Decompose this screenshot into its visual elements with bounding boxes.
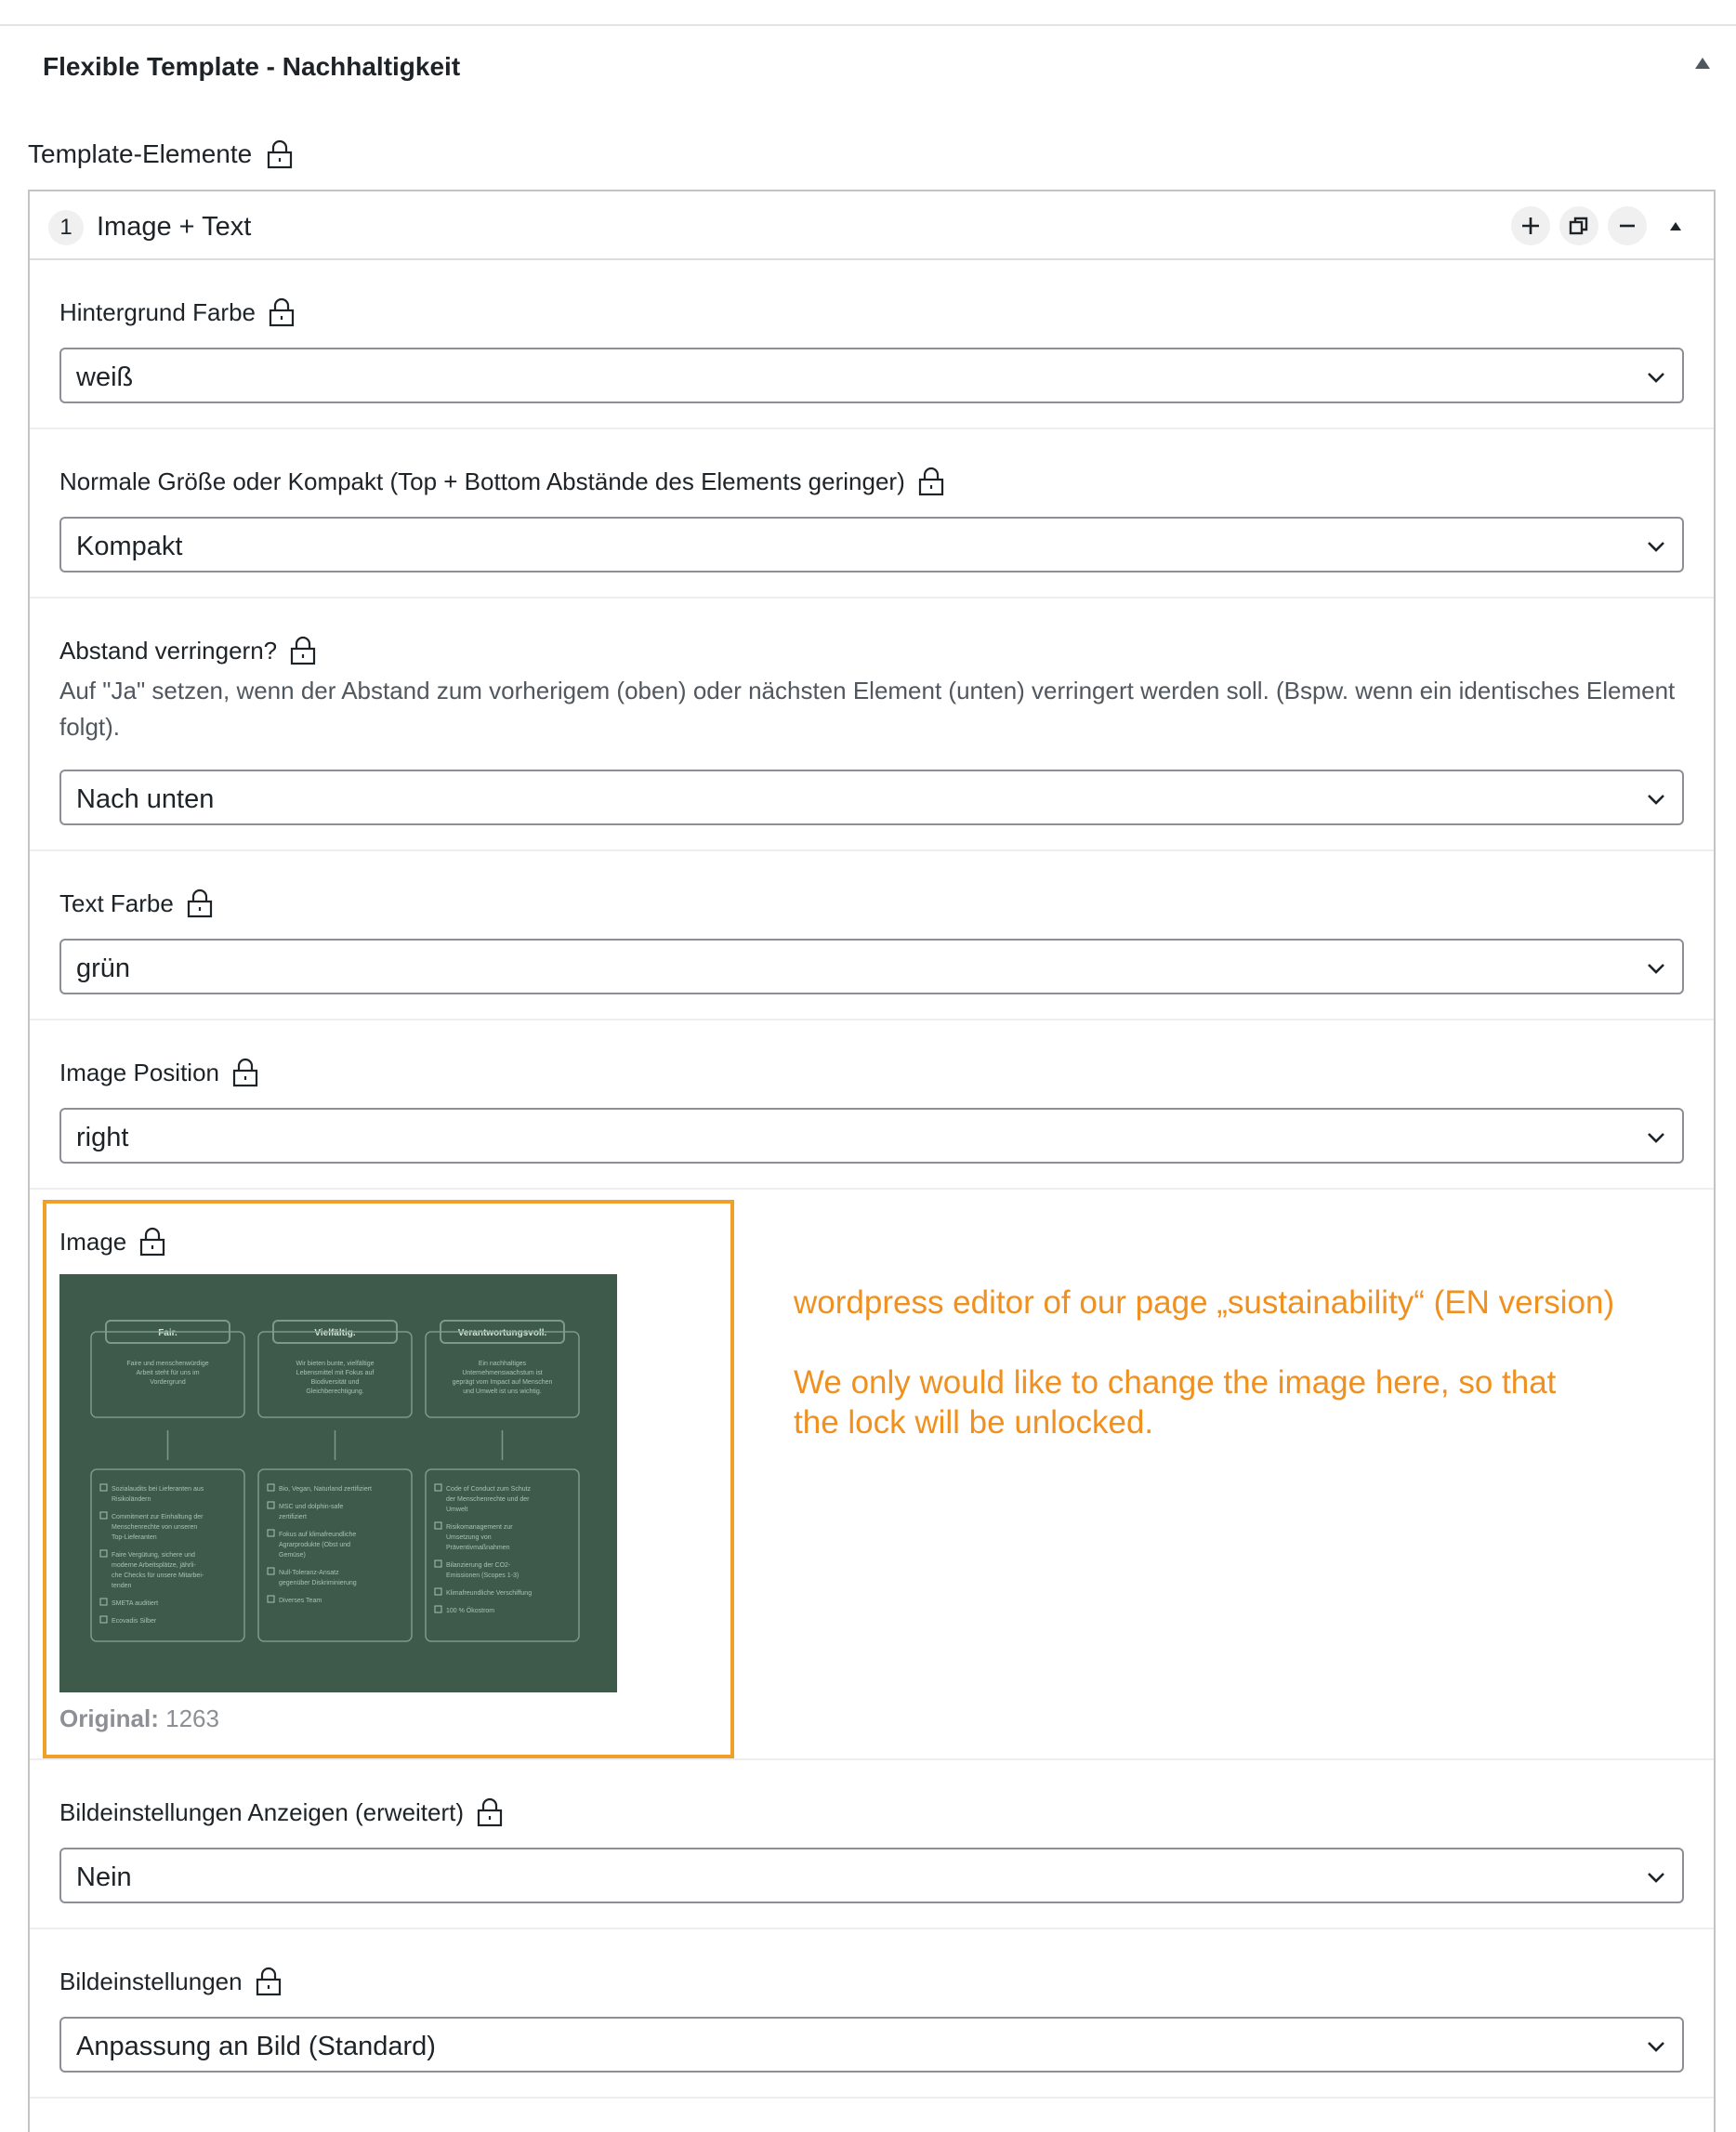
annotation-line-2: We only would like to change the image here, so that xyxy=(794,1364,1557,1401)
row-header[interactable] xyxy=(30,191,1714,260)
item-line: moderne Arbeitsplätze, jährli- xyxy=(112,1562,196,1569)
duplicate-row-button[interactable] xyxy=(1559,206,1598,245)
column-intro-line: und Umwelt ist uns wichtig. xyxy=(463,1388,542,1395)
item-line: SMETA auditiert xyxy=(112,1600,159,1607)
column-intro-line: Arbeit steht für uns im xyxy=(136,1370,200,1376)
annotation-line-3: the lock will be unlocked. xyxy=(794,1404,1154,1441)
checkbox-mark xyxy=(435,1522,441,1529)
original-value: 1263 xyxy=(165,1704,219,1732)
item-line: Umsetzung von xyxy=(446,1534,492,1541)
select-value: Anpassung an Bild (Standard) xyxy=(76,2032,436,2061)
lock-icon[interactable] xyxy=(256,1967,282,1996)
image-position-select[interactable] xyxy=(59,1108,1684,1164)
field-label-text: Bildeinstellungen xyxy=(59,1967,243,1995)
field-label xyxy=(59,1797,503,1827)
annotation-line-1: wordpress editor of our page „sustainability“ (EN version) xyxy=(794,1284,1615,1321)
caret-up-icon xyxy=(1670,222,1681,230)
template-elements-label xyxy=(28,139,293,169)
bildeinstellungen-anzeigen-select[interactable] xyxy=(59,1848,1684,1903)
field-abstand-verringern xyxy=(30,599,1714,851)
checkbox-mark xyxy=(268,1484,274,1491)
item-line: der Menschenrechte und der xyxy=(446,1496,530,1503)
select-value: weiß xyxy=(76,362,134,392)
column-title: Fair. xyxy=(158,1328,178,1338)
item-line: Ecovadis Silber xyxy=(112,1618,157,1625)
item-line: Umwelt xyxy=(446,1507,468,1513)
chevron-down-icon xyxy=(1645,1126,1667,1149)
item-line: zertifiziert xyxy=(279,1514,307,1520)
field-label-text: Text Farbe xyxy=(59,888,174,917)
field-bildeinstellungen xyxy=(30,1929,1714,2099)
select-value: right xyxy=(76,1123,129,1152)
field-normale-groesse xyxy=(30,429,1714,599)
panel-collapse-toggle[interactable] xyxy=(1695,58,1710,69)
chevron-down-icon xyxy=(1645,535,1667,558)
checkbox-mark xyxy=(268,1596,274,1602)
collapse-row-button[interactable] xyxy=(1656,206,1695,245)
template-elements-label-text: Template-Elemente xyxy=(28,139,253,168)
image-thumbnail[interactable] xyxy=(59,1274,617,1692)
lock-icon[interactable] xyxy=(477,1797,503,1827)
abstand-select[interactable] xyxy=(59,770,1684,825)
field-label-text: Abstand verringern? xyxy=(59,636,278,665)
row-number-badge: 1 xyxy=(48,210,84,245)
chevron-down-icon xyxy=(1645,366,1667,388)
column-title: Verantwortungsvoll. xyxy=(457,1328,547,1338)
checkbox-mark xyxy=(100,1484,107,1491)
select-value: Nach unten xyxy=(76,784,215,814)
field-bildeinstellungen-anzeigen xyxy=(30,1760,1714,1929)
field-label xyxy=(59,1967,282,1996)
lock-icon[interactable] xyxy=(232,1058,258,1087)
field-label xyxy=(59,297,295,327)
lock-icon[interactable] xyxy=(269,297,295,327)
checkbox-mark xyxy=(100,1512,107,1519)
item-line: Klimafreundliche Verschiffung xyxy=(446,1590,533,1597)
item-line: 100 % Ökostrom xyxy=(446,1608,495,1614)
item-line: Top-Lieferanten xyxy=(112,1534,157,1541)
column-intro-line: Gleichberechtigung. xyxy=(306,1388,364,1395)
checkbox-mark xyxy=(268,1502,274,1508)
field-text-farbe xyxy=(30,851,1714,1020)
bildeinstellungen-select[interactable] xyxy=(59,2017,1684,2073)
item-line: Bilanzierung der CO2- xyxy=(446,1562,511,1569)
column-intro-line: Biodiversität und xyxy=(310,1379,360,1386)
checkbox-mark xyxy=(435,1606,441,1612)
chevron-down-icon xyxy=(1645,788,1667,810)
chevron-down-icon xyxy=(1645,2035,1667,2058)
select-value: grün xyxy=(76,954,131,983)
select-value: Nein xyxy=(76,1862,132,1892)
column-intro-line: Ein nachhaltiges xyxy=(478,1361,527,1367)
item-line: Fokus auf klimafreundliche xyxy=(279,1532,357,1538)
add-row-button[interactable] xyxy=(1511,206,1550,245)
checkbox-mark xyxy=(268,1530,274,1536)
column-intro-line: geprägt vom Impact auf Menschen xyxy=(452,1379,553,1386)
field-hintergrund-farbe xyxy=(30,260,1714,429)
original-size-label xyxy=(59,1704,219,1733)
item-line: Emissionen (Scopes 1-3) xyxy=(446,1573,519,1579)
original-label: Original: xyxy=(59,1704,159,1732)
item-line: Code of Conduct zum Schutz xyxy=(446,1486,532,1493)
lock-icon[interactable] xyxy=(918,467,944,496)
item-line: gegenüber Diskriminierung xyxy=(279,1580,357,1586)
chevron-down-icon xyxy=(1645,1866,1667,1889)
item-line: Commitment zur Einhaltung der xyxy=(112,1514,204,1520)
plus-icon xyxy=(1519,215,1542,237)
field-label xyxy=(59,1058,258,1087)
text-farbe-select[interactable] xyxy=(59,939,1684,994)
column-intro-line: Faire und menschenwürdige xyxy=(126,1361,209,1367)
panel-title: Flexible Template - Nachhaltigkeit xyxy=(43,52,461,81)
column-title: Vielfältig. xyxy=(314,1328,356,1338)
item-line: Null-Toleranz-Ansatz xyxy=(279,1570,339,1576)
field-label-text: Normale Größe oder Kompakt (Top + Bottom Abstände des Elements geringer) xyxy=(59,467,905,495)
field-label xyxy=(59,636,316,665)
lock-icon[interactable] xyxy=(290,636,316,665)
image-thumbnail-graphic xyxy=(59,1274,617,1692)
lock-icon[interactable] xyxy=(187,888,213,918)
field-label xyxy=(59,467,944,496)
column-intro-line: Lebensmittel mit Fokus auf xyxy=(296,1370,375,1376)
duplicate-icon xyxy=(1568,215,1590,237)
item-line: Risikoländern xyxy=(112,1496,151,1503)
field-label-text: Hintergrund Farbe xyxy=(59,297,256,326)
groesse-select[interactable] xyxy=(59,517,1684,572)
checkbox-mark xyxy=(435,1588,441,1595)
column-intro-line: Wir bieten bunte, vielfältige xyxy=(296,1361,375,1367)
remove-row-button[interactable] xyxy=(1608,206,1647,245)
checkbox-mark xyxy=(435,1484,441,1491)
checkbox-mark xyxy=(100,1550,107,1557)
template-elements-repeater xyxy=(28,190,1716,2132)
checkbox-mark xyxy=(435,1560,441,1567)
chevron-down-icon xyxy=(1645,957,1667,980)
checkbox-mark xyxy=(100,1616,107,1623)
field-label xyxy=(59,888,213,918)
field-label-text: Image Position xyxy=(59,1058,219,1086)
checkbox-mark xyxy=(100,1599,107,1605)
minus-icon xyxy=(1616,215,1638,237)
row-title: Image + Text xyxy=(97,212,252,242)
item-line: Diverses Team xyxy=(279,1598,322,1604)
item-line: Bio, Vegan, Naturland zertifiziert xyxy=(279,1486,372,1493)
lock-icon[interactable] xyxy=(267,139,293,169)
hintergrund-farbe-select[interactable] xyxy=(59,348,1684,403)
item-line: Faire Vergütung, sichere und xyxy=(112,1552,195,1559)
column-intro-line: Vordergrund xyxy=(150,1379,186,1386)
item-line: Menschenrechte von unseren xyxy=(112,1524,198,1531)
field-image-position xyxy=(30,1020,1714,1190)
column-items-box xyxy=(426,1469,579,1641)
row-actions xyxy=(1511,206,1695,245)
checkbox-mark xyxy=(268,1568,274,1574)
column-intro-line: Unternehmenswachstum ist xyxy=(462,1370,543,1376)
item-line: tenden xyxy=(112,1583,132,1589)
item-line: Präventivmaßnahmen xyxy=(446,1545,510,1551)
item-line: Risikomanagement zur xyxy=(446,1524,513,1531)
item-line: MSC und dolphin-safe xyxy=(279,1504,344,1510)
item-line: Agrarprodukte (Obst und xyxy=(279,1542,351,1548)
field-description: Auf "Ja" setzen, wenn der Abstand zum vorherigem (oben) oder nächsten Element (unten) verringert werden soll. (Bspw. wenn ein identisches Element folgt). xyxy=(59,677,1676,741)
field-label-text: Image xyxy=(59,1227,127,1256)
item-line: Gemüse) xyxy=(279,1552,306,1559)
field-label-text: Bildeinstellungen Anzeigen (erweitert) xyxy=(59,1797,465,1826)
select-value: Kompakt xyxy=(76,532,183,561)
item-line: Sozialaudits bei Lieferanten aus xyxy=(112,1486,204,1493)
item-line: che Checks für unsere Mitarbei- xyxy=(112,1573,204,1579)
